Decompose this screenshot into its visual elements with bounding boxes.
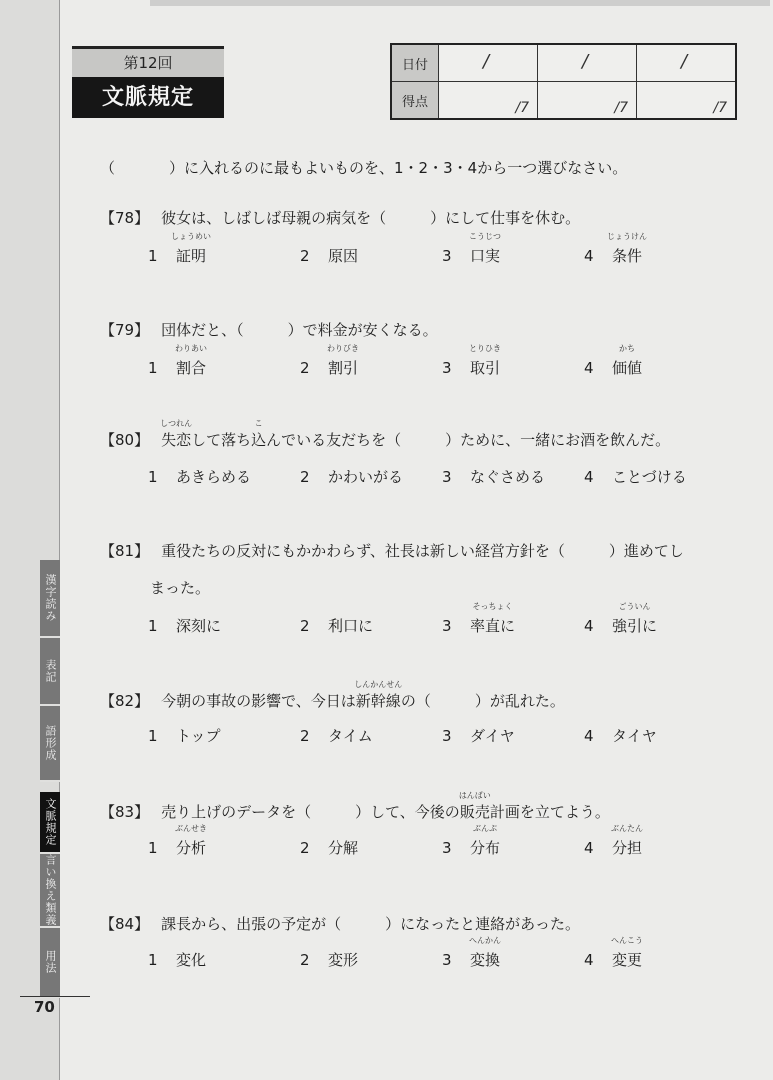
date-cell-3: / [637,44,737,82]
tab-usage[interactable]: 用法 [40,928,60,998]
date-label: 日付 [391,44,439,82]
options-82 [148,721,708,751]
page-number-rule [20,996,90,997]
options-84 [148,936,708,975]
tab-context[interactable]: 文脈規定 [40,792,60,854]
option[interactable]: 4 かち 価値 [584,344,643,377]
option[interactable]: 4 じょうけん 条件 [584,232,647,265]
option[interactable]: 1 深刻に [148,617,222,635]
question-83: 【83】 売り上げのデータを（ ）して、今後の はんばい 販売計画を立てよう。 [100,791,610,821]
option[interactable]: 2 タイム [300,727,373,745]
tab-word-formation[interactable]: 語形成 [40,706,60,782]
question-81: 【81】 重役たちの反対にもかかわらず、社長は新しい経営方針を（ ）進めてし [100,542,684,560]
tab-paraphrase[interactable]: 言い換え類義 [40,854,60,928]
option[interactable]: 2 利口に [300,617,374,635]
option[interactable]: 2 わりびき 割引 [300,344,359,377]
score-table [390,43,737,120]
score-cell-2: /7 [538,82,637,120]
option[interactable]: 1 わりあい 割合 [148,344,207,377]
date-cell-1: / [439,44,538,82]
page-shadow [150,0,770,6]
option[interactable]: 3 なぐさめる [442,468,546,486]
tab-kanji-reading[interactable]: 漢字読み [40,560,60,638]
option[interactable]: 2 分解 [300,839,359,857]
question-82: 【82】 今朝の事故の影響で、今日は しんかんせん 新幹線の（ ）が乱れた。 [100,680,565,710]
question-79: 【79】 団体だと、（ ）で料金が安くなる。 [100,321,438,339]
options-83 [148,824,708,863]
question-80: 【80】 しつれん 失恋して落ち こ 込んでいる友だちを（ ）ために、一緒にお酒を飲んだ。 [100,419,671,449]
option[interactable]: 3 そっちょく 率直に [442,602,516,635]
option[interactable]: 1 あきらめる [148,468,252,486]
option[interactable]: 3 へんかん 変換 [442,936,501,969]
question-81-continued: まった。 [150,579,211,597]
question-78: 【78】 彼女は、しばしば母親の病気を（ ）にして仕事を休む。 [100,209,581,227]
date-cell-2: / [538,44,637,82]
score-cell-3: /7 [637,82,737,120]
option[interactable]: 1 しょうめい 証明 [148,232,211,265]
score-label: 得点 [391,82,439,120]
option[interactable]: 1 ぶんせき 分析 [148,824,207,857]
option[interactable]: 2 原因 [300,247,359,265]
options-81 [148,602,708,641]
option[interactable]: 4 へんこう 変更 [584,936,643,969]
options-80 [148,462,708,492]
options-78 [148,232,708,271]
option[interactable]: 4 ぶんたん 分担 [584,824,643,857]
page-title: 文脈規定 [72,77,224,118]
option[interactable]: 1 変化 [148,951,207,969]
tab-notation[interactable]: 表記 [40,638,60,706]
option[interactable]: 2 変形 [300,951,359,969]
score-cell-1: /7 [439,82,538,120]
options-79 [148,344,708,383]
option[interactable]: 3 ぶんぷ 分布 [442,824,501,857]
option[interactable]: 1 トップ [148,727,221,745]
option[interactable]: 4 ごういん 強引に [584,602,658,635]
session-number: 第12回 [72,49,224,77]
option[interactable]: 4 タイヤ [584,727,657,745]
option[interactable]: 3 ダイヤ [442,727,515,745]
option[interactable]: 2 かわいがる [300,468,404,486]
option[interactable]: 4 ことづける [584,468,687,486]
option[interactable]: 3 とりひき 取引 [442,344,501,377]
question-84: 【84】 課長から、出張の予定が（ ）になったと連絡があった。 [100,915,580,933]
instruction: （ ）に入れるのに最もよいものを、1・2・3・4から一つ選びなさい。 [100,159,628,177]
page-number: 70 [34,998,55,1016]
option[interactable]: 3 こうじつ 口実 [442,232,501,265]
